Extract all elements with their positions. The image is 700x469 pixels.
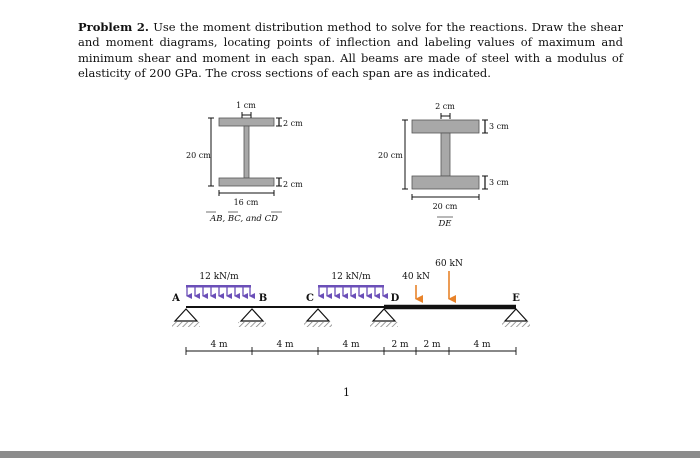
span-D-2: 2 m (423, 340, 441, 350)
support-B (238, 309, 266, 327)
udl-2-label: 12 kN/m (331, 272, 371, 282)
span-BC: 4 m (276, 340, 294, 350)
s1-top-flange-label: 2 cm (283, 119, 303, 128)
problem-text: Use the moment distribution method to solve for the reactions. Draw the shear and moment diagrams, locating points of inflection and labeling values of maximum and minimum shear and moment in each span. All beams are made of steel with a modulus of elasticity of 200 GPa. The cross sections of each span are as indicated. (78, 20, 624, 80)
cross-section-2 (378, 102, 509, 229)
problem-label: Problem 2. (78, 20, 149, 34)
support-C (304, 309, 332, 327)
point-load-2-label: 60 kN (435, 259, 463, 269)
udl-2 (318, 272, 384, 296)
span-AB: 4 m (210, 340, 228, 350)
beam-diagram (171, 259, 530, 355)
label-E: E (512, 293, 520, 304)
s1-width-label: 16 cm (233, 198, 259, 207)
label-A: A (172, 293, 180, 304)
cross-section-1 (186, 101, 303, 224)
support-D (370, 309, 398, 327)
span-dimensions (186, 340, 516, 355)
s2-caption: DE (438, 219, 452, 229)
udl-1-label: 12 kN/m (199, 272, 239, 282)
point-load-2 (435, 259, 463, 299)
s1-height-label: 20 cm (186, 151, 211, 160)
s2-web-label: 2 cm (435, 102, 455, 111)
point-load-1-label: 40 kN (402, 272, 430, 282)
page-number: 1 (343, 386, 350, 399)
label-C: C (306, 293, 314, 304)
s2-bottom-flange-label: 3 cm (489, 178, 509, 187)
support-A (172, 309, 200, 327)
udl-1 (186, 272, 251, 296)
s2-top-flange-label: 3 cm (489, 122, 509, 131)
s1-caption: AB, BC, and CD (210, 214, 278, 224)
s1-web-label: 1 cm (236, 101, 256, 110)
s2-height-label: 20 cm (378, 151, 403, 160)
point-load-1 (402, 272, 430, 299)
label-D: D (390, 293, 400, 304)
span-CD: 4 m (342, 340, 360, 350)
s2-width-label: 20 cm (432, 202, 458, 211)
s1-bottom-flange-label: 2 cm (283, 180, 303, 189)
span-D-1: 2 m (391, 340, 409, 350)
span-E: 4 m (473, 340, 491, 350)
label-B: B (258, 293, 268, 304)
bottom-bar (0, 451, 700, 458)
support-E (502, 309, 530, 327)
